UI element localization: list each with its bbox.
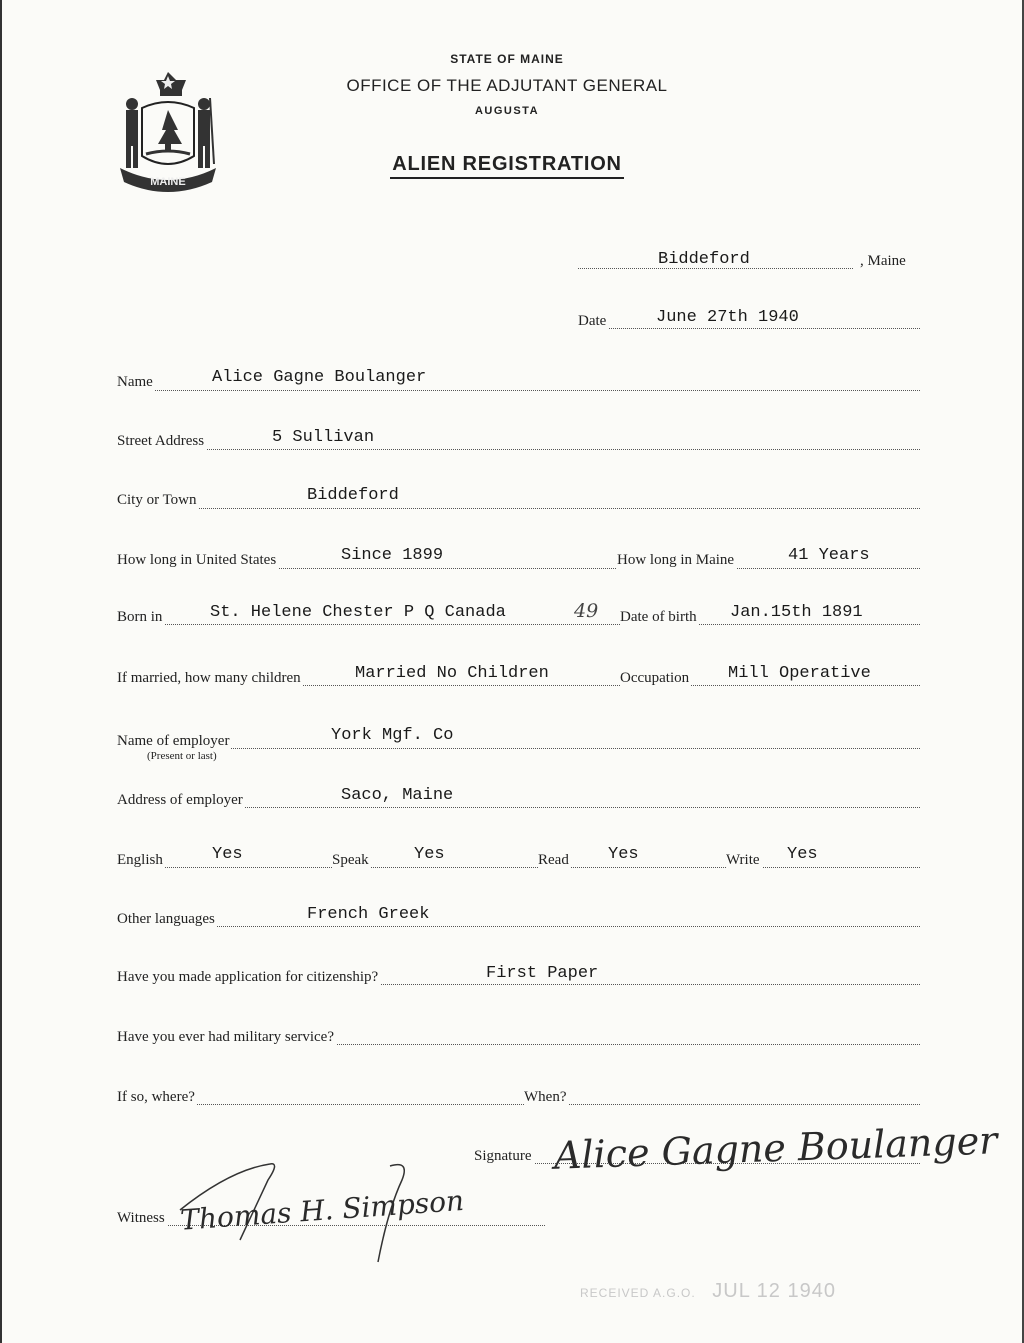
languages-dotted-line <box>117 926 920 927</box>
city-label: City or Town <box>117 492 197 508</box>
witness-label: Witness <box>117 1210 165 1226</box>
place-suffix: , Maine <box>860 253 906 269</box>
write-value[interactable]: Yes <box>787 845 818 864</box>
name-value[interactable]: Alice Gagne Boulanger <box>212 368 427 387</box>
where-dotted-line <box>117 1104 920 1105</box>
header-state: STATE OF MAINE <box>450 52 564 66</box>
header-office: OFFICE OF THE ADJUTANT GENERAL <box>346 76 668 95</box>
speak-label: Speak <box>332 852 369 868</box>
born-in-label: Born in <box>117 609 163 625</box>
citizenship-label: Have you made application for citizenship? <box>117 969 379 985</box>
header-city: AUGUSTA <box>474 105 540 117</box>
received-stamp: RECEIVED A.G.O. JUL 12 1940 <box>580 1280 836 1302</box>
svg-text:Alice Gagne Boulanger: Alice Gagne Boulanger <box>553 1118 999 1178</box>
military-label: Have you ever had military service? <box>117 1029 334 1045</box>
date-dotted-line <box>578 328 920 329</box>
write-label: Write <box>726 852 760 868</box>
employer-value[interactable]: York Mgf. Co <box>331 726 454 745</box>
english-value[interactable]: Yes <box>212 845 243 864</box>
born-in-value[interactable]: St. Helene Chester P Q Canada <box>210 603 506 622</box>
read-value[interactable]: Yes <box>608 845 639 864</box>
speak-value[interactable]: Yes <box>414 845 445 864</box>
signature-handwriting <box>548 1112 1018 1184</box>
born-note: 49 <box>574 600 599 622</box>
employer-label: Name of employer <box>117 733 230 749</box>
witness-handwriting <box>140 1150 500 1270</box>
other-languages-value[interactable]: French Greek <box>307 905 430 924</box>
name-dotted-line <box>117 390 920 391</box>
street-dotted-line <box>117 449 920 450</box>
occupation-label: Occupation <box>620 670 690 686</box>
date-value[interactable]: June 27th 1940 <box>656 308 799 327</box>
svg-text:MAINE: MAINE <box>150 176 186 188</box>
citizenship-value[interactable]: First Paper <box>486 964 599 983</box>
place-value[interactable]: Biddeford <box>658 250 750 269</box>
english-dotted-line <box>117 867 920 868</box>
svg-text:Thomas H. Simpson: Thomas H. Simpson <box>179 1183 466 1237</box>
how-long-maine-value[interactable]: 41 Years <box>788 546 870 565</box>
city-value[interactable]: Biddeford <box>307 486 399 505</box>
other-languages-label: Other languages <box>117 911 215 927</box>
employer-address-value[interactable]: Saco, Maine <box>341 786 454 805</box>
name-label: Name <box>117 374 153 390</box>
signature-label: Signature <box>474 1148 532 1164</box>
when-label: When? <box>524 1089 567 1105</box>
dob-label: Date of birth <box>620 609 697 625</box>
born-dotted-line <box>117 624 920 625</box>
employer-sublabel: (Present or last) <box>147 750 217 762</box>
employer-address-label: Address of employer <box>117 792 243 808</box>
form-title: ALIEN REGISTRATION <box>0 153 1019 176</box>
dob-value[interactable]: Jan.15th 1891 <box>730 603 863 622</box>
how-long-us-label: How long in United States <box>117 552 277 568</box>
read-label: Read <box>538 852 569 868</box>
date-label: Date <box>578 313 607 329</box>
english-label: English <box>117 852 163 868</box>
how-long-maine-label: How long in Maine <box>617 552 735 568</box>
where-label: If so, where? <box>117 1089 195 1105</box>
children-value[interactable]: Married No Children <box>355 664 549 683</box>
street-label: Street Address <box>117 433 205 449</box>
occupation-value[interactable]: Mill Operative <box>728 664 871 683</box>
employer-dotted-line <box>117 748 920 749</box>
street-value[interactable]: 5 Sullivan <box>272 428 375 447</box>
children-label: If married, how many children <box>117 670 301 686</box>
city-dotted-line <box>117 508 920 509</box>
how-long-us-value[interactable]: Since 1899 <box>341 546 444 565</box>
